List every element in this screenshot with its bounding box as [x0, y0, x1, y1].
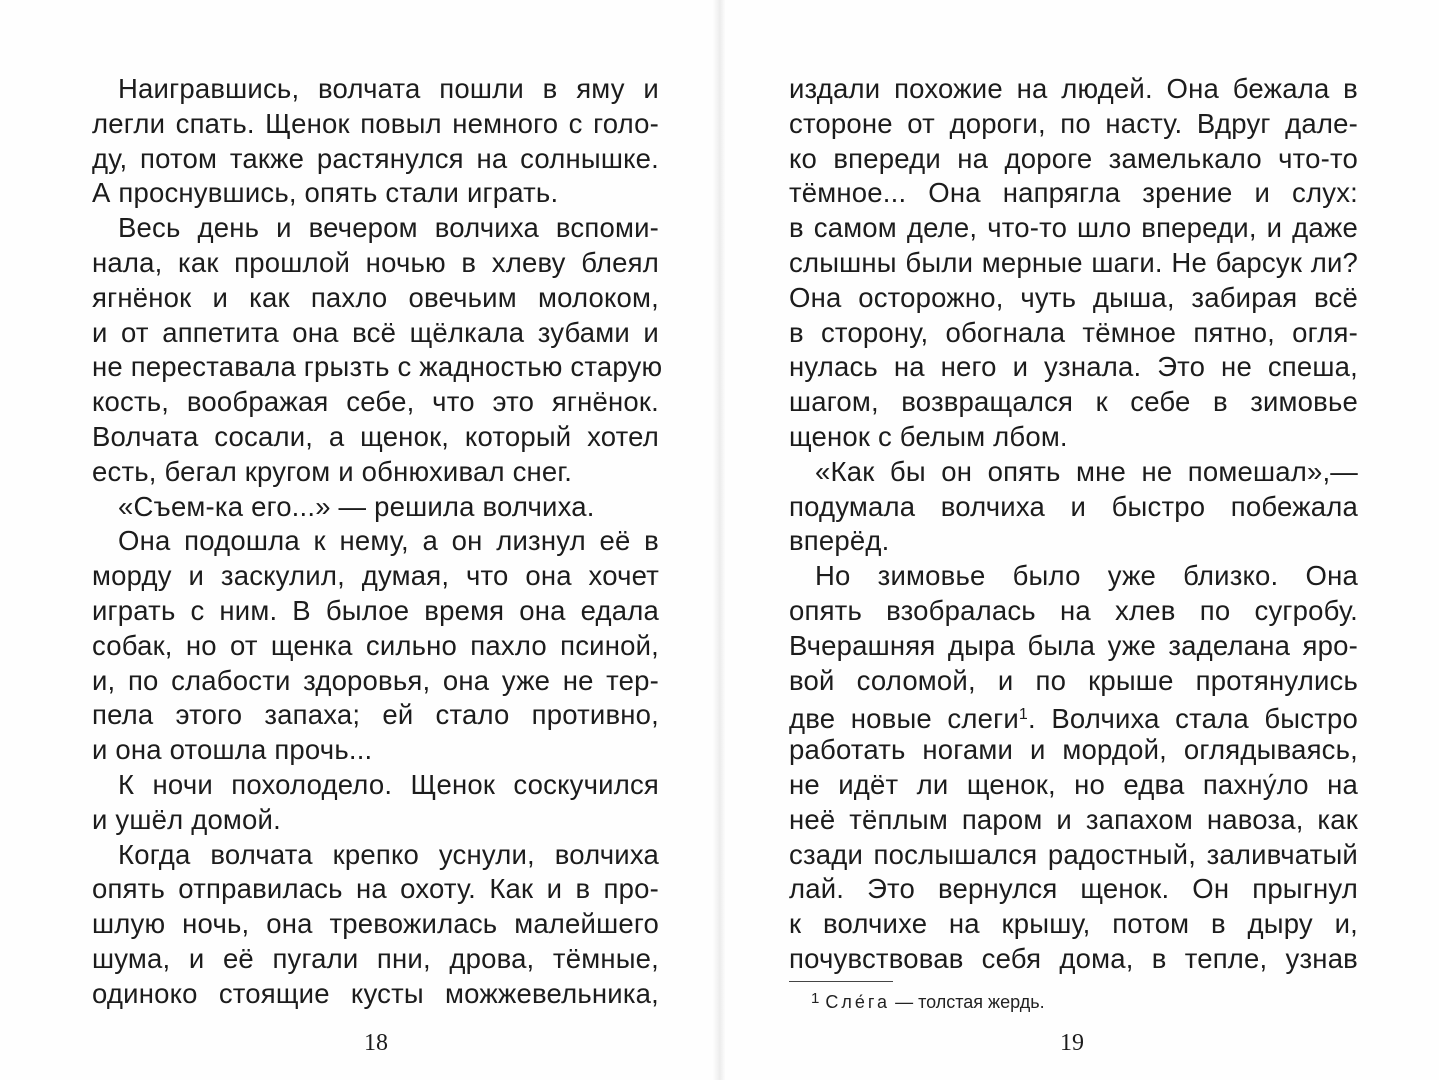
- text-line: к волчихе на крышу, потом в дыру и,: [789, 908, 1358, 940]
- text-line: шагом, возвращался к себе в зимовье: [789, 386, 1358, 418]
- footnote-definition: толстая жердь.: [918, 992, 1045, 1012]
- text-line: стороне от дороги, по насту. Вдруг дале-: [789, 107, 1358, 139]
- footnote: [811, 990, 1045, 1013]
- right-page: [719, 0, 1439, 1080]
- text-line: играть с ним. В былое время она едала: [92, 594, 659, 626]
- text-segment: . Волчиха стала быстро: [1028, 703, 1359, 735]
- text-line: «Как бы он опять мне не помешал»,—: [815, 455, 1358, 487]
- footnote-dash: —: [895, 992, 914, 1012]
- text-line: не переставала грызть с жадностью старую: [92, 351, 663, 383]
- text-line: ягнёнок и как пахло овечьим молоком,: [92, 281, 659, 313]
- text-line: «Съем-ка его...» — решила волчиха.: [118, 490, 595, 522]
- text-line: Она подошла к нему, а он лизнул её в: [118, 525, 659, 557]
- footnote-divider: [789, 981, 893, 982]
- text-line: ду, потом также растянулся на солнышке.: [92, 142, 659, 174]
- text-line: нулась на него и узнала. Это не спеша,: [789, 351, 1358, 383]
- text-line: не идёт ли щенок, но едва пахну́ло на: [789, 768, 1358, 800]
- text-line: есть, бегал кругом и обнюхивал снег.: [92, 455, 573, 487]
- text-line: и, по слабости здоровья, она уже не тер-: [92, 664, 659, 696]
- text-line: пела этого запаха; ей стало противно,: [92, 699, 659, 731]
- text-line: кость, воображая себе, что это ягнёнок.: [92, 386, 659, 418]
- page-number: 18: [364, 1030, 388, 1056]
- text-line: почувствовав себя дома, в тепле, узнав: [789, 942, 1358, 974]
- right-page-text: [789, 72, 1358, 977]
- text-line: шлую ночь, она тревожилась малейшего: [92, 908, 659, 940]
- text-line: издали похожие на людей. Она бежала в: [789, 73, 1358, 104]
- text-line: в сторону, обогнала тёмное пятно, огля-: [789, 316, 1358, 348]
- text-line: Наигравшись, волчата пошли в яму и: [118, 73, 659, 104]
- text-line: в самом деле, что-то шло впереди, и даже: [789, 212, 1358, 244]
- footnote-term: Сле́га: [825, 992, 891, 1012]
- text-line: одиноко стоящие кусты можжевельника,: [92, 977, 659, 1009]
- text-line: и она отошла прочь...: [92, 734, 373, 766]
- text-line: опять отправилась на охоту. Как и в про-: [92, 873, 659, 905]
- text-line: подумала волчиха и быстро побежала: [789, 490, 1358, 522]
- text-line: Весь день и вечером волчиха вспоми-: [118, 212, 659, 244]
- text-line: Она осторожно, чуть дыша, забирая всё: [789, 281, 1358, 313]
- text-line: работать ногами и мордой, оглядываясь,: [789, 734, 1358, 766]
- text-line: А проснувшись, опять стали играть.: [92, 177, 559, 209]
- text-line: собак, но от щенка сильно пахло псиной,: [92, 629, 659, 661]
- footnote-reference: 1: [1018, 706, 1029, 724]
- text-line: морду и заскулил, думая, что она хочет: [92, 560, 659, 592]
- text-line: легли спать. Щенок повыл немного с голо-: [92, 107, 659, 139]
- text-line: вперёд.: [789, 525, 890, 557]
- left-page: [0, 0, 719, 1080]
- text-line: неё тёплым паром и запахом навоза, как: [789, 803, 1358, 835]
- text-line: сзади послышался радостный, заливчатый: [789, 838, 1358, 870]
- text-line-with-footnote: [789, 698, 1358, 733]
- text-line: Но зимовье было уже близко. Она: [815, 560, 1358, 592]
- text-line: ко впереди на дороге замелькало что-то: [789, 142, 1358, 174]
- text-line: лай. Это вернулся щенок. Он прыгнул: [789, 873, 1358, 905]
- text-line: и ушёл домой.: [92, 803, 281, 835]
- text-line: слышны были мерные шаги. Не барсук ли?: [789, 246, 1358, 278]
- text-line: Когда волчата крепко уснули, волчиха: [118, 838, 659, 870]
- page-number: 19: [1060, 1030, 1084, 1056]
- text-segment: две новые слеги: [789, 703, 1019, 735]
- footnote-mark: 1: [811, 990, 820, 1007]
- text-line: К ночи похолодело. Щенок соскучился: [118, 768, 659, 800]
- text-line: нала, как прошлой ночью в хлеву блеял: [92, 246, 659, 278]
- text-line: и от аппетита она всё щёлкала зубами и: [92, 316, 659, 348]
- text-line: шума, и её пугали пни, дрова, тёмные,: [92, 942, 659, 974]
- text-line: Волчата сосали, а щенок, который хотел: [92, 420, 659, 452]
- text-line: щенок с белым лбом.: [789, 420, 1068, 452]
- text-line: тёмное... Она напрягла зрение и слух:: [789, 177, 1358, 209]
- text-line: вой соломой, и по крыше протянулись: [789, 664, 1358, 696]
- text-line: опять взобралась на хлев по сугробу.: [789, 594, 1358, 626]
- left-page-text: [92, 72, 663, 1012]
- text-line: Вчерашняя дыра была уже заделана яро-: [789, 629, 1358, 661]
